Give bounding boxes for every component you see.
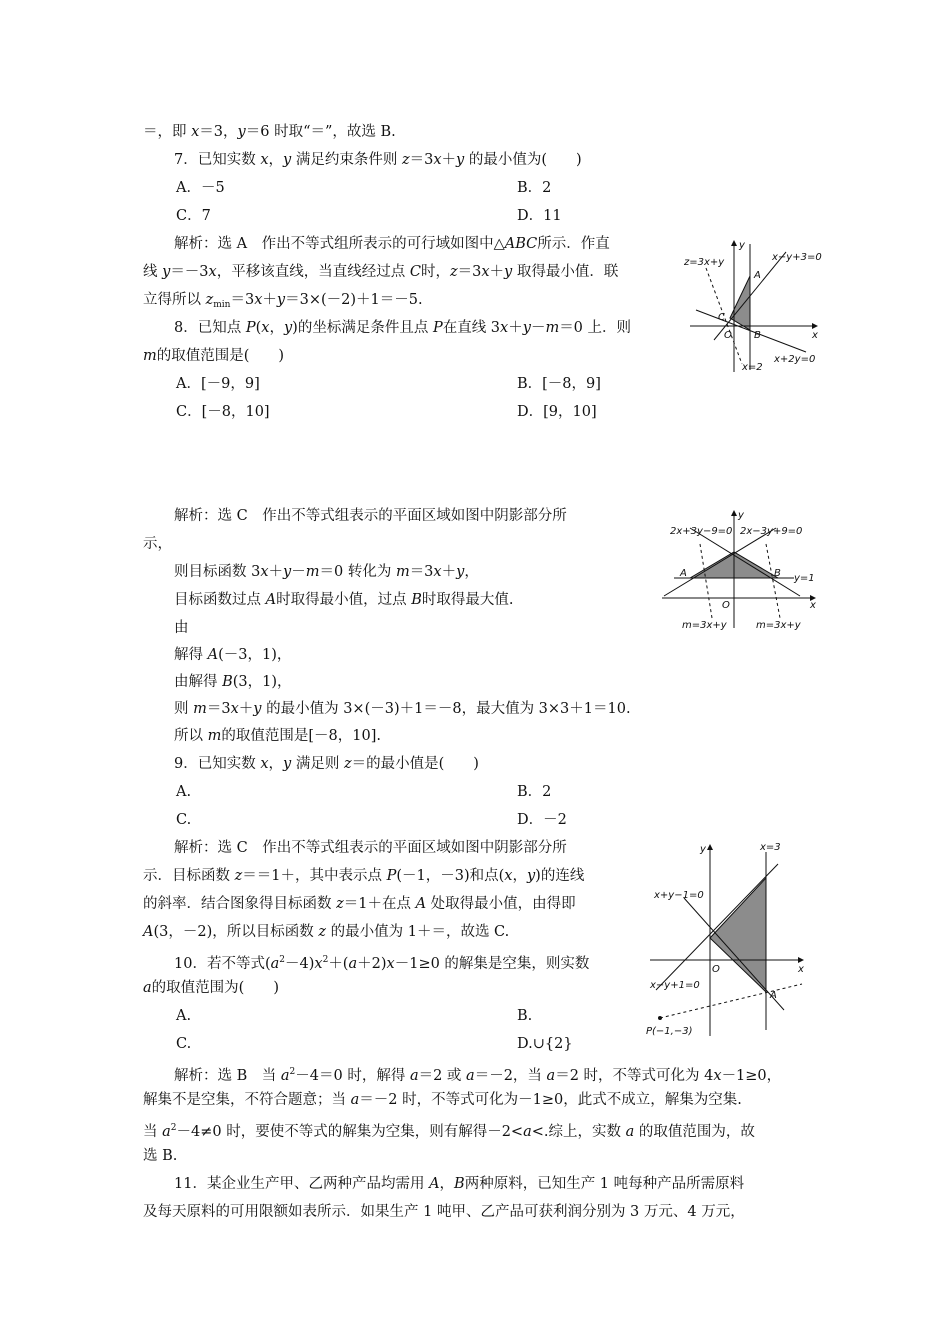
- fig2-dashed-left: [700, 544, 712, 618]
- solution-10-line-3: 当 $a^2-4\ne 0$ 时，要使不等式的解集为空集，则有解得－2<a<.综上，实数 a 的取值范围为，故: [143, 1123, 755, 1140]
- solution-9-line-2: 示．目标函数 z＝＝1＋，其中表示点 P(－1，－3)和点(x，y)的连线: [143, 868, 585, 884]
- solution-10-line-2: 解集不是空集，不符合题意；当 a＝－2 时，不等式可化为－1≥0，此式不成立，解集为空集.: [143, 1092, 742, 1108]
- question-9-option-d: D．－2: [517, 812, 567, 828]
- solution-8-line-9: 所以 m的取值范围是[－8，10].: [174, 728, 381, 744]
- figure-q9-feasible-region: [644, 840, 810, 1040]
- figure-q8-feasible-region: [660, 508, 820, 638]
- question-11-stem-2: 及每天原料的可用限额如表所示．如果生产 1 吨甲、乙产品可获利润分别为 3 万元、4 万元，: [143, 1204, 745, 1220]
- fig2-label-m-left: m=3x+y: [682, 620, 727, 631]
- fig2-label-axis-y: y: [738, 510, 744, 521]
- fig3-label-axis-x: x: [798, 964, 804, 975]
- question-8-option-c: C．[－8，10]: [176, 404, 270, 420]
- question-7-option-d: D．11: [517, 208, 562, 224]
- solution-8-line-8: 则 m＝3x＋y 的最小值为 3×(－3)＋1＝－8，最大值为 3×3＋1＝10.: [174, 701, 631, 717]
- fig2-label-b: B: [774, 568, 781, 579]
- question-7-option-a: A．－5: [176, 180, 225, 196]
- solution-9-line-1: 解析：选 C 作出不等式组表示的平面区域如图中阴影部分所: [174, 840, 567, 856]
- question-8-option-d: D．[9，10]: [517, 404, 597, 420]
- fig3-label-a: A: [770, 990, 777, 1001]
- fig2-label-origin: O: [722, 600, 730, 611]
- fig1-shaded-region: [730, 276, 750, 330]
- fig1-label-c: C: [718, 312, 725, 323]
- question-9-option-a: A.: [176, 784, 192, 800]
- fig3-point-p: [658, 1016, 662, 1020]
- fig1-label-line3: x+2y=0: [774, 354, 816, 365]
- question-7-option-c: C．7: [176, 208, 211, 224]
- fig1-x-arrow: [812, 323, 818, 329]
- fig3-y-arrow: [707, 844, 713, 850]
- question-11-stem-1: 11．某企业生产甲、乙两种产品均需用 A，B两种原料，已知生产 1 吨每种产品所需原料: [174, 1176, 745, 1192]
- fig2-label-m-right: m=3x+y: [756, 620, 801, 631]
- question-9-stem: 9．已知实数 x，y 满足则 z＝的最小值是( ): [174, 756, 479, 772]
- fig2-line-2x-m3y-9: [664, 528, 776, 596]
- question-8-stem-1: 8．已知点 P(x，y)的坐标满足条件且点 P在直线 3x＋y－m＝0 上．则: [174, 320, 632, 336]
- question-7-stem: 7．已知实数 x，y 满足约束条件则 z＝3x＋y 的最小值为( ): [174, 152, 582, 168]
- solution-8-line-5: 由: [174, 620, 189, 636]
- fig1-y-arrow: [731, 240, 737, 246]
- solution-7-line-1: 解析：选 A 作出不等式组所表示的可行域如图中△ABC所示．作直: [174, 236, 610, 252]
- solution-8-line-7: 由解得 B(3，1)，: [174, 674, 292, 690]
- fig1-label-z: z=3x+y: [684, 257, 725, 268]
- fig2-y-arrow: [731, 510, 737, 516]
- fig3-label-line1: x=3: [760, 842, 781, 853]
- question-10-option-b: B.: [517, 1008, 533, 1024]
- solution-10-line-1: 解析：选 B 当 $a^2-4=0$ 时，解得 a＝2 或 a＝－2，当 a＝2 时，不等式可化为 4x－1≥0，: [174, 1067, 782, 1084]
- question-8-option-a: A．[－9，9]: [176, 376, 260, 392]
- fig2-label-axis-x: x: [810, 600, 816, 611]
- question-9-option-c: C.: [176, 812, 192, 828]
- figure-q7-feasible-region: [682, 238, 822, 378]
- solution-8-line-3: 则目标函数 3x＋y－m＝0 转化为 m＝3x＋y，: [174, 564, 479, 580]
- fig1-line-x-2y-0: [696, 310, 806, 352]
- fig2-label-line3: y=1: [794, 573, 815, 584]
- question-10-stem-2: a的取值范围为( ): [143, 980, 279, 996]
- fig1-label-axis-y: y: [739, 240, 745, 251]
- fig1-label-a: A: [754, 270, 761, 281]
- solution-10-line-4: 选 B.: [143, 1148, 178, 1164]
- fig3-label-p: P(−1,−3): [646, 1026, 693, 1037]
- fig1-label-line2: x=2: [742, 362, 763, 373]
- fig3-x-arrow: [798, 957, 804, 963]
- solution-8-line-4: 目标函数过点 A时取得最小值，过点 B时取得最大值.: [174, 592, 514, 608]
- solution-8-line-1: 解析：选 C 作出不等式组表示的平面区域如图中阴影部分所: [174, 508, 567, 524]
- question-8-stem-2: m的取值范围是( ): [143, 348, 285, 364]
- question-10-stem-1: 10．若不等式$(a^2-4)x^2+(a+2)x-1\ge 0$ 的解集是空集，则实数: [174, 955, 590, 972]
- solution-9-line-4: A(3，－2)，所以目标函数 z 的最小值为 1＋＝，故选 C.: [143, 924, 510, 940]
- fig3-label-line3: x−y+1=0: [650, 980, 700, 991]
- fig3-label-line2: x+y−1=0: [654, 890, 704, 901]
- fig1-label-origin: O: [724, 330, 732, 341]
- solution-9-line-3: 的斜率．结合图象得目标函数 z＝1＋在点 A 处取得最小值，由得即: [143, 896, 576, 912]
- solution-8-line-6: 解得 A(－3，1)，: [174, 647, 292, 663]
- fig1-label-line1: x−y+3=0: [772, 252, 822, 263]
- fig3-label-axis-y: y: [700, 844, 706, 855]
- solution-7-line-3: 立得所以 $z_{min}=3x+y=3\times(-2)+1=-5$.: [143, 292, 423, 310]
- fig1-label-b: B: [754, 330, 761, 341]
- solution-6-tail: ＝，即 x＝3，y＝6 时取“＝”，故选 B.: [143, 124, 396, 140]
- fig3-label-origin: O: [712, 964, 720, 975]
- question-10-option-a: A.: [176, 1008, 192, 1024]
- question-8-option-b: B．[－8，9]: [517, 376, 601, 392]
- question-7-option-b: B．2: [517, 180, 552, 196]
- question-10-option-d: D.∪{2}: [517, 1036, 573, 1052]
- solution-7-line-2: 线 y＝－3x，平移该直线，当直线经过点 C时，z＝3x＋y 取得最小值．联: [143, 264, 619, 280]
- fig2-label-line2: 2x−3y+9=0: [740, 526, 803, 537]
- fig2-label-line1: 2x+3y−9=0: [670, 526, 733, 537]
- solution-8-line-2: 示，: [143, 536, 172, 552]
- fig2-dashed-right: [766, 544, 780, 618]
- fig1-label-axis-x: x: [812, 330, 818, 341]
- question-10-option-c: C.: [176, 1036, 192, 1052]
- question-9-option-b: B．2: [517, 784, 552, 800]
- fig2-label-a: A: [680, 568, 687, 579]
